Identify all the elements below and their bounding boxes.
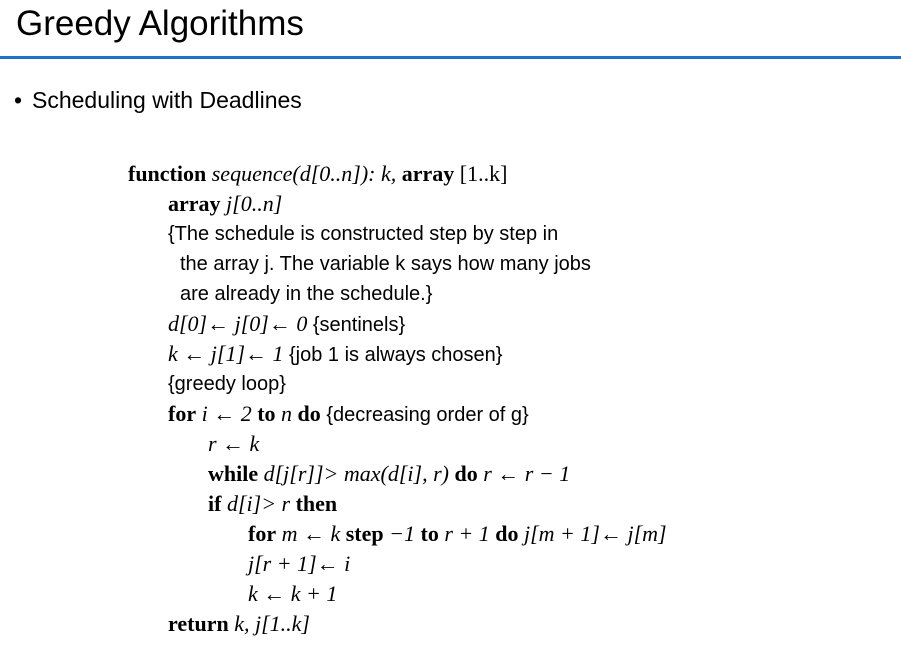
comment-line: {greedy loop} [168, 373, 286, 395]
code-line-12 [208, 490, 337, 518]
keyword-array: array [168, 191, 221, 216]
code-text: k ← j[1]← 1 [168, 341, 289, 366]
code-line-10: r ← k [208, 431, 260, 456]
keyword-if: if [208, 491, 222, 516]
code-text: n [275, 401, 298, 426]
code-text: k, j[1..k] [228, 611, 310, 636]
bullet-text: Scheduling with Deadlines [32, 87, 302, 113]
keyword-function: function [128, 161, 207, 186]
comment-line: the array j. The variable k says how many jobs [180, 253, 591, 275]
code-text: m ← k [276, 521, 346, 546]
return-type: [1..k] [454, 161, 508, 186]
comment-text: {sentinels} [312, 314, 406, 336]
bullet-dot: • [14, 87, 23, 113]
code-text: d[i]> r [221, 491, 296, 516]
title-divider [0, 56, 901, 59]
code-line-2 [168, 190, 282, 218]
keyword-to: to [257, 401, 276, 426]
comment-text: {job 1 is always chosen} [289, 344, 503, 366]
slide-title: Greedy Algorithms [16, 4, 304, 43]
code-text: d[j[r]]> max(d[i], r) [258, 461, 455, 486]
keyword-do: do [495, 521, 519, 546]
function-signature: (d[0..n]): k, [292, 161, 402, 186]
code-text: i ← 2 [196, 401, 258, 426]
keyword-step: step [345, 521, 384, 546]
comment-text: {decreasing order of g} [320, 404, 529, 426]
keyword-while: while [208, 461, 259, 486]
keyword-then: then [295, 491, 338, 516]
comment-line: {The schedule is constructed step by step in [168, 223, 559, 245]
keyword-array: array [401, 161, 455, 186]
code-line-11 [208, 460, 570, 488]
keyword-for: for [168, 401, 197, 426]
code-line-13 [248, 520, 667, 548]
code-line-6 [168, 310, 405, 338]
code-line-9 [168, 400, 529, 428]
code-line-1 [128, 160, 507, 188]
code-line-15: k ← k + 1 [248, 581, 338, 606]
code-text: d[0]← j[0]← 0 [168, 311, 313, 336]
keyword-do: do [454, 461, 478, 486]
bullet-item [14, 86, 302, 114]
comment-line: are already in the schedule.} [180, 283, 433, 305]
code-line-14: j[r + 1]← i [248, 551, 351, 576]
code-line-16 [168, 610, 310, 638]
code-text: j[m + 1]← j[m] [518, 521, 667, 546]
keyword-return: return [168, 611, 229, 636]
code-text: r ← r − 1 [477, 461, 571, 486]
code-line-7 [168, 340, 502, 368]
code-text: −1 [383, 521, 421, 546]
keyword-do: do [297, 401, 321, 426]
code-text: r + 1 [438, 521, 496, 546]
keyword-to: to [420, 521, 439, 546]
keyword-for: for [248, 521, 277, 546]
function-name: sequence [211, 161, 293, 186]
array-declaration: j[0..n] [220, 191, 283, 216]
